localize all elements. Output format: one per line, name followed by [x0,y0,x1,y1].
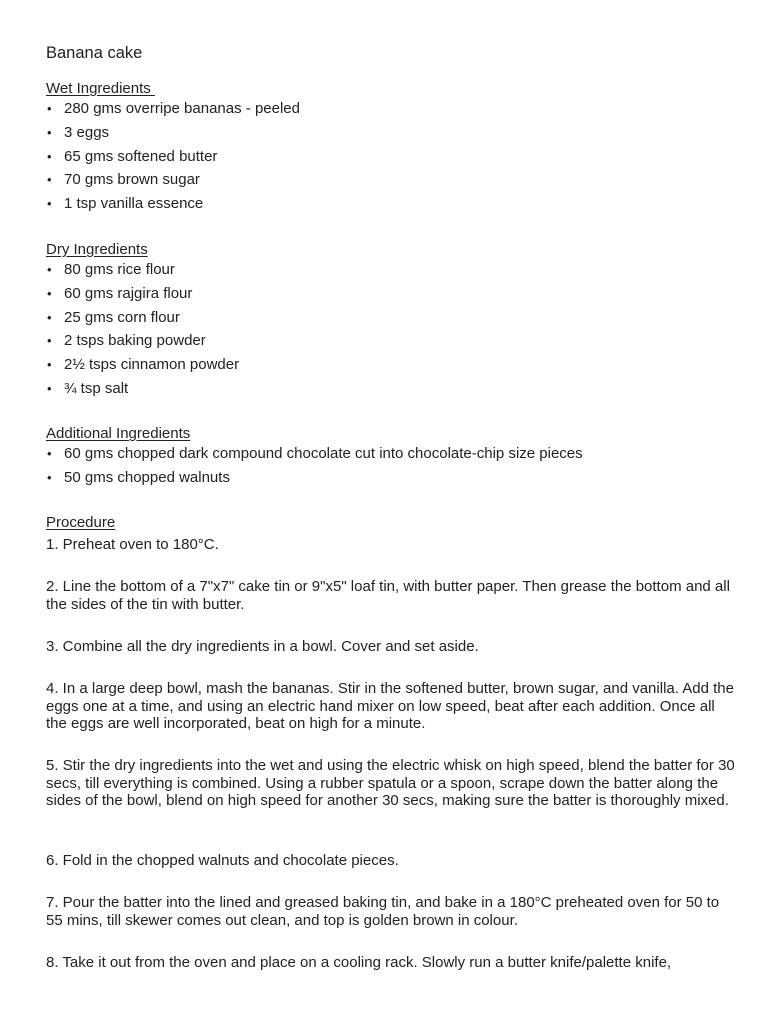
wet-ingredients-list [46,98,300,217]
bullet-icon: • [47,262,52,277]
procedure-step: 8. Take it out from the oven and place on a cooling rack. Slowly run a butter knife/palette knife, [46,954,672,971]
bullet-icon: • [47,469,52,485]
additional-ingredients-heading: Additional Ingredients [46,425,191,442]
procedure-step: 6. Fold in the chopped walnuts and chocolate pieces. [46,852,399,869]
list-item: • 60 gms chopped dark compound chocolate cut into chocolate-chip size pieces [46,443,583,467]
list-item: • 280 gms overripe bananas - peeled [46,98,300,122]
list-item: • 1 tsp vanilla essence [46,193,300,217]
recipe-title: Banana cake [46,44,143,62]
list-item: • ¾ tsp salt [46,378,239,402]
list-item: • 80 gms rice flour [46,259,239,283]
bullet-icon: • [47,148,52,164]
procedure-step: 2. Line the bottom of a 7"x7" cake tin or 9"x5" loaf tin, with butter paper. Then grease the bottom and all the sides of the tin with butter. [46,578,730,613]
procedure-step: 3. Combine all the dry ingredients in a bowl. Cover and set aside. [46,638,479,655]
procedure-step: 7. Pour the batter into the lined and greased baking tin, and bake in a 180°C preheated oven for 50 to 55 mins, till skewer comes out clean, and top is golden brown in colour. [46,894,720,929]
bullet-icon: • [47,380,52,396]
list-item: • 60 gms rajgira flour [46,283,239,307]
bullet-icon: • [47,309,52,325]
list-item: • 25 gms corn flour [46,307,239,331]
procedure-step: 5. Stir the dry ingredients into the wet and using the electric whisk on high speed, blend the batter for 30 secs, till everything is combined. Using a rubber spatula or a spoon, scrape down the batter along the sides of the bowl, blend on high speed for another 30 secs, making sure the batter is thoroughly mixed. [46,757,735,810]
dry-ingredients-list [46,259,239,402]
bullet-icon: • [47,357,52,373]
list-item: • 70 gms brown sugar [46,169,300,193]
procedure-step: 1. Preheat oven to 180°C. [46,536,219,553]
bullet-icon: • [47,124,52,140]
bullet-icon: • [47,333,52,349]
bullet-icon: • [47,172,52,188]
bullet-icon: • [47,446,52,461]
list-item: • 2½ tsps cinnamon powder [46,354,239,378]
list-item: • 3 eggs [46,122,300,146]
additional-ingredients-list [46,443,583,491]
wet-ingredients-heading: Wet Ingredients [46,80,155,97]
procedure-heading: Procedure [46,514,116,531]
list-item: • 65 gms softened butter [46,146,300,170]
procedure-step: 4. In a large deep bowl, mash the bananas. Stir in the softened butter, brown sugar, and vanilla. Add the eggs one at a time, and using an electric hand mixer on low speed, beat after each addition. Once all the eggs are well incorporated, beat on high for a minute. [46,680,734,733]
list-item: • 50 gms chopped walnuts [46,467,583,491]
bullet-icon: • [47,196,52,212]
bullet-icon: • [47,101,52,116]
dry-ingredients-heading: Dry Ingredients [46,241,148,258]
list-item: • 2 tsps baking powder [46,330,239,354]
bullet-icon: • [47,285,52,301]
